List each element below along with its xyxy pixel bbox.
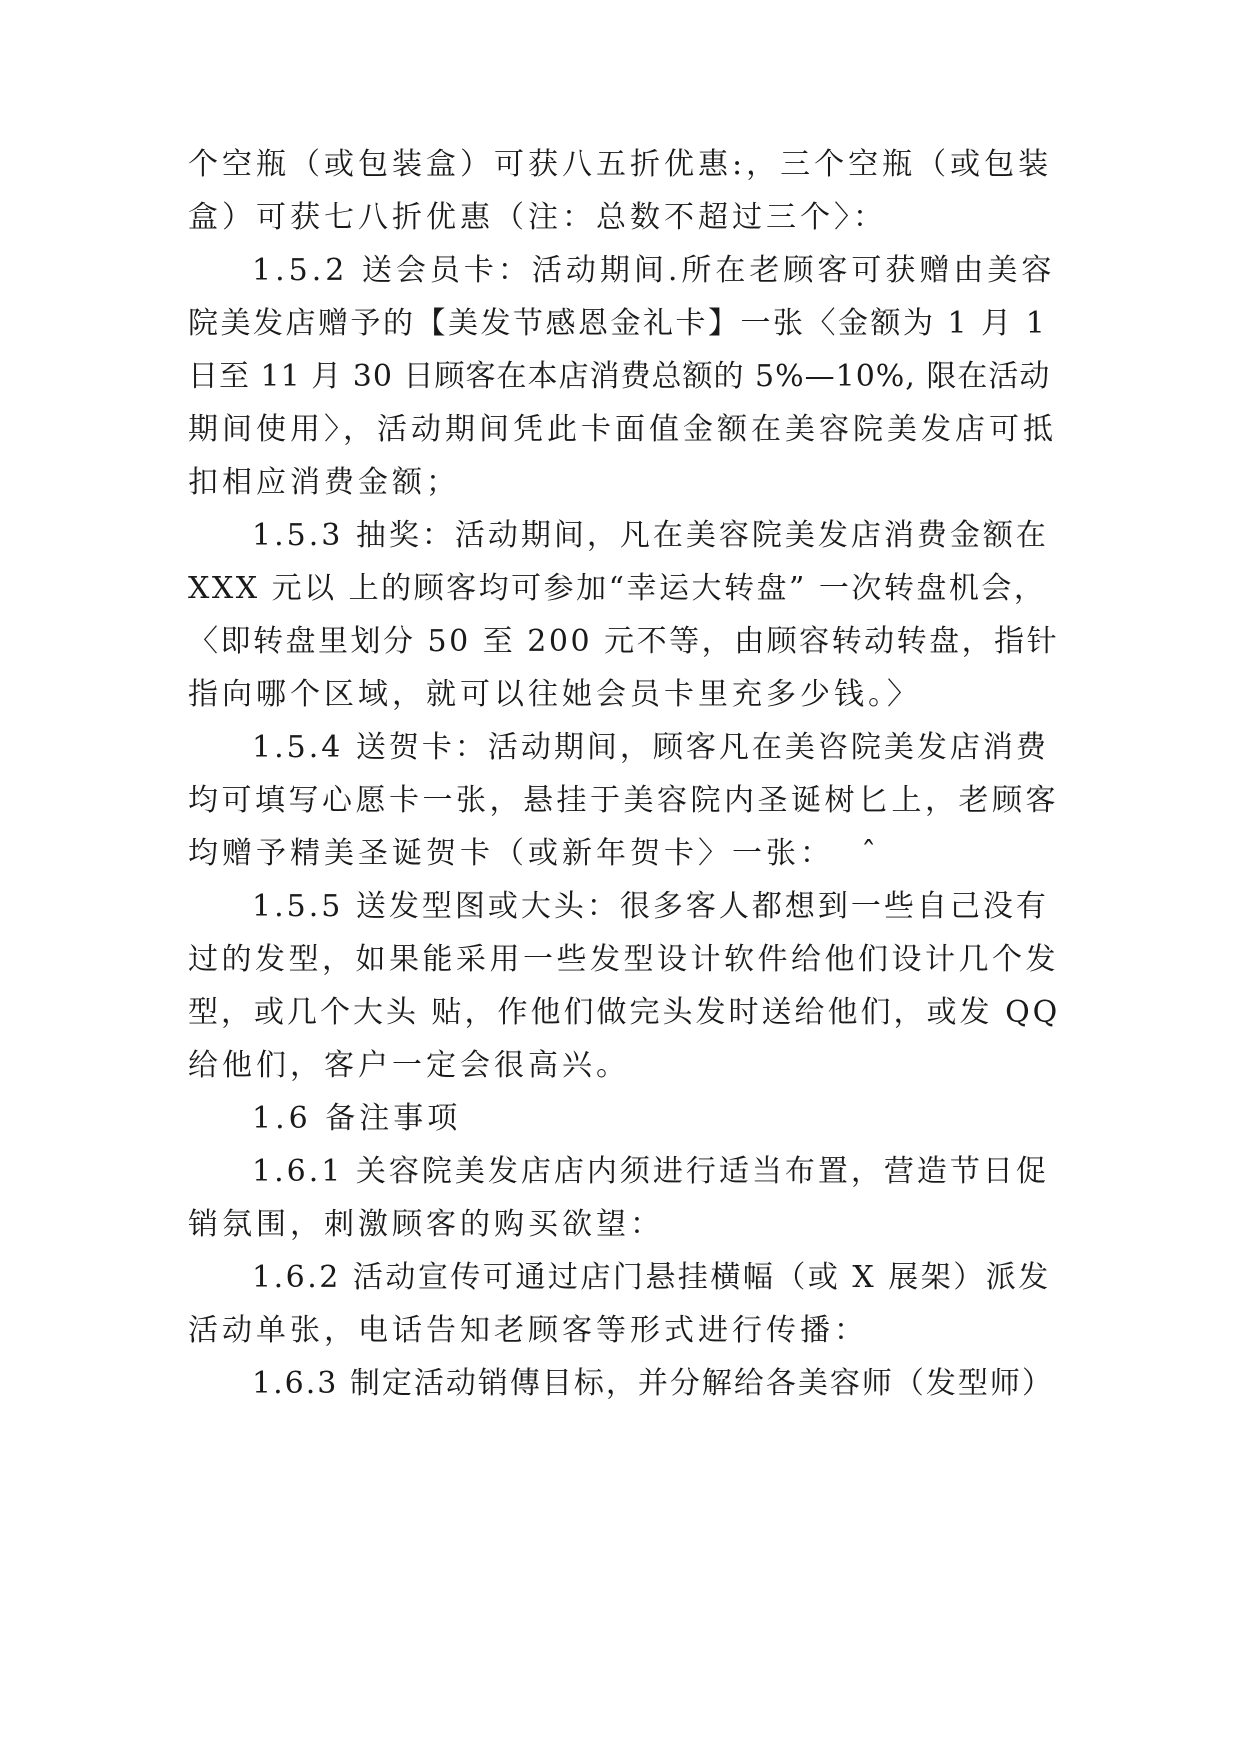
section-1-6-1-line: 1.6.1 关容院美发店店内须进行适当布置，营造节日促: [252, 1154, 1049, 1189]
section-1-5-2-line: 1.5.2 送会员卡：活动期间.所在老顾客可获赠由美容: [252, 253, 1056, 288]
body-text-line: 过的发型，如果能采用一些发型设计软件给他们设计几个发: [188, 942, 1059, 977]
body-text-line: 指向哪个区域，就可以往她会员卡里充多少钱。〉: [188, 677, 921, 712]
body-text-line: 盒）可获七八折优惠（注：总数不超过三个〉：: [188, 200, 887, 235]
body-text-line: 均可填写心愿卡一张，悬挂于美容院内圣诞树匕上，老顾客: [188, 783, 1059, 818]
body-text-line: 〈即转盘里划分 50 至 200 元不等，由顾容转动转盘，指针: [188, 624, 1060, 659]
section-1-6-2-line: 1.6.2 活动宣传可通过店门悬挂横幅（或 X 展架）派发: [252, 1260, 1051, 1295]
body-text-line: 给他们，客户一定会很高兴。: [188, 1048, 630, 1083]
body-text-line: 院美发店赠予的【美发节感恩金礼卡】一张〈金额为 1 月 1: [188, 306, 1048, 341]
body-text-line: 均赠予精美圣诞贺卡（或新年贺卡〉一张： ˆ: [188, 836, 881, 871]
section-1-6-3-line: 1.6.3 制定活动销傳目标，并分解给各美容师（发型师）: [252, 1366, 1054, 1401]
body-text-line: 活动单张，电话告知老顾客等形式进行传播：: [188, 1313, 868, 1348]
body-text-line: 个空瓶（或包装盒）可获八五折优惠:，三个空瓶（或包装: [188, 147, 1053, 182]
section-1-6-heading: 1.6 备注事项: [252, 1101, 462, 1136]
body-text-line: XXX 元以 上的顾客均可参加“幸运大转盘” 一次转盘机会，: [188, 571, 1047, 606]
body-text-line: 型，或几个大头 贴，作他们做完头发时送给他们，或发 QQ: [188, 995, 1061, 1030]
section-1-5-5-line: 1.5.5 送发型图或大头：很多客人都想到一些自己没有: [252, 889, 1049, 924]
body-text-line: 日至 11 月 30 日顾客在本店消费总额的 5%—10%, 限在活动: [188, 359, 1051, 394]
body-text-line: 期间使用〉，活动期间凭此卡面值金额在美容院美发店可抵: [188, 412, 1057, 447]
section-1-5-4-line: 1.5.4 送贺卡：活动期间，顾客凡在美咨院美发店消费: [252, 730, 1049, 765]
body-text-line: 销氛围，刺激顾客的购买欲望：: [188, 1207, 664, 1242]
section-1-5-3-line: 1.5.3 抽奖：活动期间，凡在美容院美发店消费金额在: [252, 518, 1049, 553]
body-text-line: 扣相应消费金额；: [188, 465, 460, 500]
